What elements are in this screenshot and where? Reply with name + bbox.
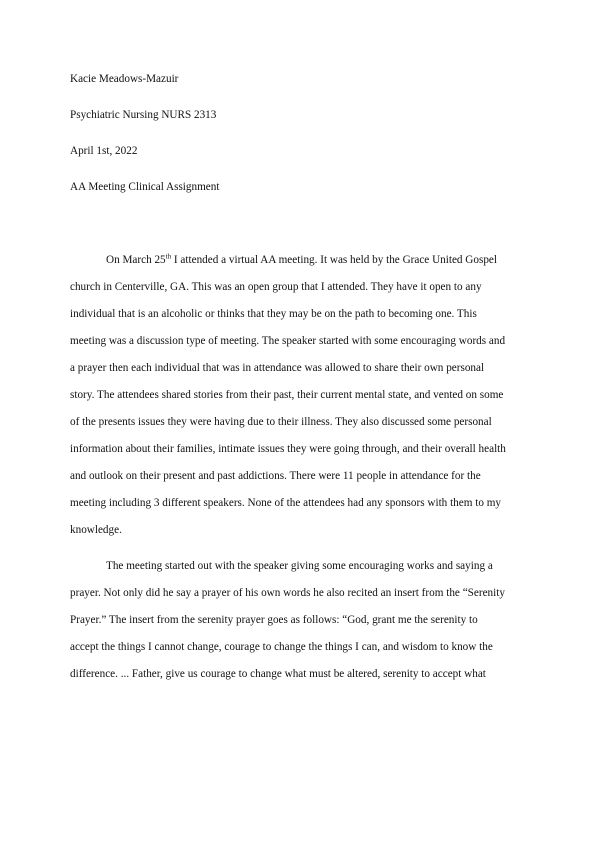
paragraph-line: information about their families, intimate issues they were going through, and their overall health: [70, 443, 506, 455]
paragraph-line: Prayer.” The insert from the serenity prayer goes as follows: “God, grant me the serenity to: [70, 614, 478, 626]
paragraph-line: a prayer then each individual that was in attendance was allowed to share their own personal: [70, 362, 485, 374]
paragraph-line: meeting was a discussion type of meeting. The speaker started with some encouraging words and: [70, 335, 506, 347]
paragraph-line: of the presents issues they were having due to their illness. They also discussed some personal: [70, 416, 492, 428]
text-segment: I attended a virtual AA meeting. It was held by the Grace United Gospel: [171, 254, 498, 266]
ordinal-suffix: th: [165, 252, 172, 261]
assignment-date: April 1st, 2022: [70, 145, 138, 157]
paragraph-line: church in Centerville, GA. This was an open group that I attended. They have it open to any: [70, 281, 482, 293]
paragraph-line: prayer. Not only did he say a prayer of his own words he also recited an insert from the “Serenity: [70, 587, 505, 599]
paragraph-line: story. The attendees shared stories from their past, their current mental state, and vented on some: [70, 389, 504, 401]
course-name: Psychiatric Nursing NURS 2313: [70, 109, 217, 121]
text-segment: On March 25: [106, 254, 166, 266]
paragraph-line: knowledge.: [70, 524, 122, 536]
paragraph-line: and outlook on their present and past addictions. There were 11 people in attendance for the: [70, 470, 481, 482]
paragraph-line: The meeting started out with the speaker giving some encouraging works and saying a: [106, 560, 493, 572]
paragraph-line: difference. ... Father, give us courage to change what must be altered, serenity to accept what: [70, 668, 486, 680]
paragraph-line: accept the things I cannot change, courage to change the things I can, and wisdom to know the: [70, 641, 493, 653]
paragraph-line: individual that is an alcoholic or thinks that they may be on the path to becoming one. This: [70, 308, 477, 320]
paragraph-line: [106, 253, 497, 267]
assignment-title: AA Meeting Clinical Assignment: [70, 181, 220, 193]
author-name: Kacie Meadows-Mazuir: [70, 73, 179, 85]
paragraph-line: meeting including 3 different speakers. None of the attendees had any sponsors with them to my: [70, 497, 502, 509]
